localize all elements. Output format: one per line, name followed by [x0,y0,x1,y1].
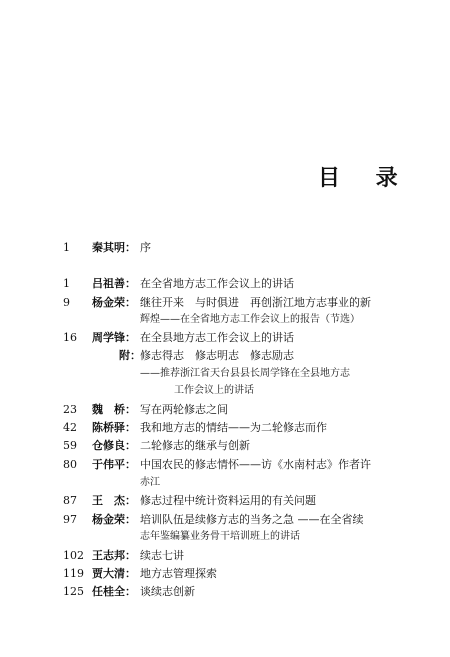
entry-title-continued: 辉煌——在全省地方志工作会议上的报告（节选） [140,314,360,325]
entry-title: 培训队伍是续修方志的当务之急 ——在全省续 [140,513,364,526]
page-number: 9 [63,296,70,309]
page-number: 97 [63,513,77,526]
page-number: 1 [63,277,70,290]
author: 杨金荣： [92,296,136,309]
appendix-subtitle-continued: 工作会议上的讲话 [174,385,254,396]
appendix-subtitle: ——推荐浙江省天台县县长周学锋在全县地方志 [140,368,350,379]
entry-title: 修志过程中统计资料运用的有关问题 [140,494,316,507]
page-number: 59 [63,439,77,452]
author: 陈桥驿： [92,421,136,434]
page-number: 102 [63,549,84,562]
author: 王 杰： [92,494,136,507]
page-number: 42 [63,421,77,434]
entry-title: 继往开来 与时俱进 再创浙江地方志事业的新 [140,296,371,309]
author: 秦其明： [92,241,136,254]
entry-title: 在全县地方志工作会议上的讲话 [140,331,294,344]
entry-title: 中国农民的修志情怀——访《水南村志》作者许 [140,458,371,471]
entry-title-continued: 志年鉴编纂业务骨干培训班上的讲话 [140,531,300,542]
page-number: 1 [63,241,70,254]
author: 杨金荣： [92,513,136,526]
entry-title: 二轮修志的继承与创新 [140,439,250,452]
author: 贾大清： [92,567,136,580]
entry-title: 在全省地方志工作会议上的讲话 [140,277,294,290]
page-number: 87 [63,494,77,507]
entry-title: 我和地方志的情结——为二轮修志而作 [140,421,327,434]
author: 任桂全： [92,585,136,598]
author: 于伟平： [92,458,136,471]
entry-title: 谈续志创新 [140,585,195,598]
entry-title: 续志七讲 [140,549,184,562]
appendix-label: 附： [119,349,141,362]
page-number: 125 [63,585,84,598]
author: 仓修良： [92,439,136,452]
entry-title: 地方志管理探索 [140,567,217,580]
author: 王志邦： [92,549,136,562]
author: 魏 桥： [92,403,136,416]
page-number: 80 [63,458,77,471]
entry-title-continued: 赤江 [140,477,160,488]
appendix-title: 修志得志 修志明志 修志励志 [140,349,294,362]
entry-title: 写在两轮修志之间 [140,403,228,416]
entry-title: 序 [140,241,151,254]
page-number: 119 [63,567,84,580]
page-number: 16 [63,331,77,344]
author: 周学锋： [92,331,136,344]
author: 吕祖善： [92,277,136,290]
page-number: 23 [63,403,77,416]
page-title: 目 录 [318,166,412,191]
